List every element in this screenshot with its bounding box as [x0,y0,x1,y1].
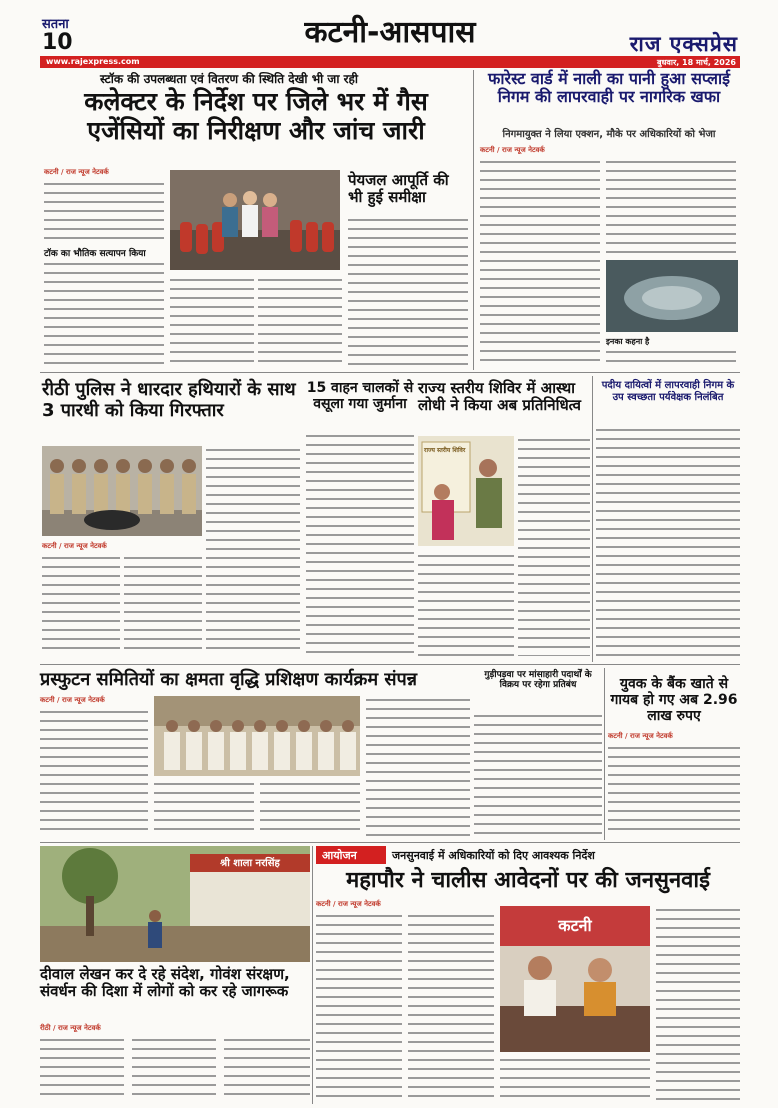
masthead [0,0,778,67]
column-divider [473,70,474,370]
story-body [408,912,494,1100]
story-body [206,446,300,656]
story-aastha-lodhi [418,376,590,662]
website-link[interactable]: www.rajexpress.com [46,57,140,66]
story-body [500,1056,650,1100]
story-body [154,780,254,836]
section-divider [40,664,740,665]
section-divider [40,842,740,843]
brand-logo: राज एक्सप्रेस [629,32,738,56]
section-tag: आयोजन [316,846,386,864]
story-body [260,780,360,836]
story-headline: महापौर ने चालीस आवेदनों पर की जनसुनवाई [346,868,710,893]
story-supervisor-suspended [596,376,740,662]
story-body [44,180,164,240]
story-byline: कटनी / राज न्यूज नेटवर्क [608,732,673,740]
story-body [42,554,120,656]
police-arrest-photo [42,446,202,536]
story-body [44,260,164,366]
story-body [480,158,600,368]
story-forest-ward [476,70,740,370]
story-byline: रीठी / राज न्यूज नेटवर्क [40,1024,101,1032]
mayor-hearing-photo [500,906,650,1052]
story-body [596,426,740,656]
training-group-photo [154,696,360,776]
column-divider [312,846,313,1104]
gas-cylinder-photo [170,170,340,270]
story-body [124,554,202,656]
story-headline: राज्य स्तरीय शिविर में आस्था लोधी ने किया अब प्रतिनिधित्व [418,379,581,415]
column-divider [604,668,605,840]
story-byline: कटनी / राज न्यूज नेटवर्क [40,696,105,704]
story-training-program [40,668,470,840]
story-kicker: जनसुनवाई में अधिकारियों को दिए आवश्यक निर्देश [392,849,595,862]
photo-banner-text: राज्य स्तरीय शिविर [424,447,466,454]
school-sign-text: श्री शाला नरसिंह [220,858,280,869]
page-number: 10 [42,30,73,55]
story-wall-writing [40,846,310,1104]
story-byline: कटनी / राज न्यूज नेटवर्क [42,542,107,550]
story-body [348,216,468,366]
side-headline: पेयजल आपूर्ति की भी हुई समीक्षा [348,171,449,207]
story-reethi-police [40,376,302,662]
story-body [40,1036,124,1100]
story-headline: फारेस्ट वार्ड में नाली का पानी हुआ सप्लाई निगम की लापरवाही पर नागरिक खफा [488,69,730,107]
story-body [474,712,602,836]
story-body [40,708,148,836]
story-body [258,276,342,366]
column-divider [592,376,593,662]
camp-award-photo [418,436,514,546]
story-mayor-hearing [316,846,740,1104]
story-vehicle-fines [306,376,414,662]
story-body [366,696,470,836]
page-label: सतना [42,17,69,32]
story-headline: रीठी पुलिस ने धारदार हथियारों के साथ 3 पारधी को किया गिरफ्तार [42,379,296,421]
story-byline: कटनी / राज न्यूज नेटवर्क [44,168,109,176]
story-headline: कलेक्टर के निर्देश पर जिले भर में गैस एजेंसियों का निरीक्षण और जांच जारी [84,87,428,145]
story-bank-fraud [608,668,740,840]
story-kicker: स्टॉक की उपलब्धता एवं वितरण की स्थिति देखी भी जा रही [100,72,358,86]
drain-water-photo [606,260,738,332]
wall-painting-photo [40,846,310,962]
story-byline: कटनी / राज न्यूज नेटवर्क [316,900,381,908]
story-body [316,912,402,1100]
story-gudi-padwa [474,668,602,840]
story-body [132,1036,216,1100]
story-headline: दीवाल लेखन कर दे रहे संदेश, गोवंश संरक्षण, संवर्धन की दिशा में लोगों को कर रहे जागरूक [40,965,290,1001]
story-body [606,158,736,254]
story-body [606,348,736,368]
story-headline: प्रस्फुटन समितियों का क्षमता वृद्धि प्रशिक्षण कार्यक्रम संपन्न [40,669,418,690]
story-subhead: टॉक का भौतिक सत्यापन किया [44,249,146,259]
story-body [224,1036,310,1100]
photo-caption: इनका कहना है [606,337,650,346]
story-headline: गुड़ीपड़वा पर मांसाहारी पदार्थों के विक्रय पर रहेगा प्रतिबंध [484,670,592,691]
story-body [170,276,254,366]
story-body [518,436,590,656]
story-byline: कटनी / राज न्यूज नेटवर्क [480,146,545,154]
story-headline: 15 वाहन चालकों से वसूला गया जुर्माना [306,380,414,413]
story-subhead: निगमायुक्त ने लिया एक्शन, मौके पर अधिकारियों को भेजा [502,129,716,140]
story-body [608,744,740,836]
story-body [656,906,740,1100]
issue-date: बुधवार, 18 मार्च, 2026 [656,58,736,67]
section-title: कटनी-आसपास [304,15,476,50]
photo-banner-text: कटनी [558,916,592,935]
story-body [306,432,414,656]
story-headline: पदीय दायित्वों में लापरवाही निगम के उप स्वच्छता पर्यवेक्षक निलंबित [601,380,735,403]
section-divider [40,372,740,373]
story-gas-inspection [40,70,470,370]
story-body [418,552,514,656]
story-headline: युवक के बैंक खाते से गायब हो गए अब 2.96 लाख रुपए [610,676,738,725]
